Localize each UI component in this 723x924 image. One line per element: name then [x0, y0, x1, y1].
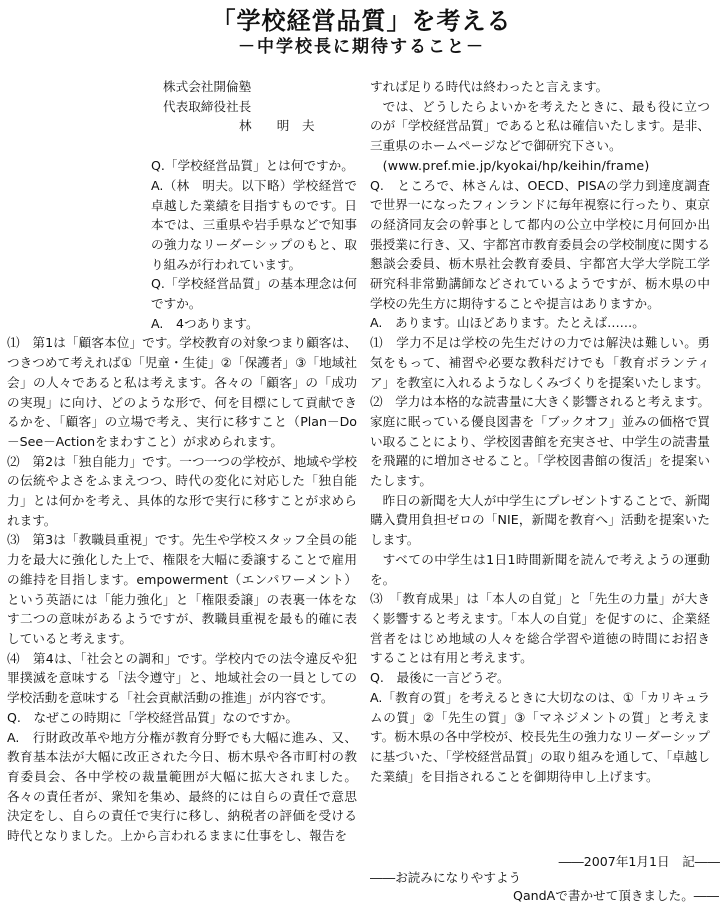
right-para-5: A. あります。山ほどあります。たとえば……。: [370, 315, 645, 331]
right-para-10: ⑶ 「教育成果」は「本人の自覚」と「先生の力量」が大きく影響すると考えます。「本人の自覚」を促すのに、企業経営者をはじめ地域の人々を総合学習や道徳の時間にお招きすることは有用と考えます。: [370, 591, 710, 666]
left-column: [7, 77, 357, 846]
left-para-3: Q.「学校経営品質」の基本理念は何ですか。: [151, 276, 357, 312]
author-name: 林 明 夫: [239, 118, 315, 134]
left-para-2: A.（林 明夫。以下略）学校経営で卓越した業績を目指すものです。日本では、三重県や岩手県などで知事の強力なリーダーシップのもと、取り組みが行われています。: [151, 177, 357, 272]
left-para-1: Q.「学校経営品質」とは何ですか。: [151, 158, 354, 174]
left-para-8: ⑷ 第4は、「社会との調和」です。学校内での法令違反や犯罪撲滅を意味する「法令遵守」と、地域社会の一員としての学校活動を意味する「社会貢献活動の推進」が内容です。: [7, 650, 357, 706]
right-para-1: すれば足りる時代は終わったと言えます。: [370, 79, 609, 94]
website-url: (www.pref.mie.jp/kyokai/hp/keihin/frame): [382, 157, 650, 173]
article-subtitle: －中学校長に期待すること－: [238, 37, 485, 57]
right-column: [370, 77, 710, 786]
layout-gap: [7, 156, 151, 333]
right-para-9: すべての中学生は1日1時間新聞を読んで考えようの運動を。: [370, 551, 710, 587]
closing-line-1: ――お読みになりやすよう: [370, 870, 522, 885]
right-para-12: A.「教育の質」を考えるときに大切なのは、①「カリキュラムの質」②「先生の質」③「マネジメントの質」と考えます。栃木県の各中学校が、校長先生の強力なリーダーシップに基づいた、「学校経営品質」の取り組みを通して、「卓越した業績」を目指されることを御期待申し上げます。: [370, 689, 710, 784]
right-para-4: Q. ところで、林さんは、OECD、PISAの学力到達度調査で世界一になったフィンランドに毎年視察に行ったり、東京の経済同友会の幹事として都内の公立中学校に月何回か出張授業に行き、又、宇都宮市教育委員会の学校制度に関する懇談会委員、栃木県社会教育委員、宇都宮大学大学院工学研究科非常勤講師などされているようですが、栃木県の中学校の先生方に期待することや提言はありますか。: [370, 177, 710, 311]
left-para-10: A. 行財政改革や地方分権が教育分野でも大幅に進み、又、教育基本法が大幅に改正された今日、栃木県や各市町村の教育委員会、各中学校の裁量範囲が大幅に拡大されました。各々の責任者が、衆知を集め、最終的には自らの責任で意思決定をし、自らの責任で実行に移し、納税者の評価を受ける時代となりました。上から言われるままに仕事をし、報告を: [7, 729, 357, 844]
left-para-7: ⑶ 第3は「教職員重視」です。先生や学校スタッフ全員の能力を最大に強化した上で、権限を大幅に委譲することで雇用の維持を目指します。empowerment（エンパワーメント）という英語には「能力強化」と「権限委譲」の表裏一体をなす二つの意味があるようですが、教職員重視を最も的確に表していると考えます。: [7, 532, 358, 646]
right-para-7: ⑵ 学力は本格的な読書量に大きく影響されると考えます。家庭に眠っている優良図書を「ブックオフ」並みの価格で買い取ることにより、学校図書館を充実させ、中学生の読書量を飛躍的に増加させること。「学校図書館の復活」を提案いたします。: [370, 394, 710, 489]
author-company: 株式会社開倫塾: [163, 79, 252, 94]
left-para-6: ⑵ 第2は「独自能力」です。一つ一つの学校が、地域や学校の伝統やよさをふまえつつ、時代の変化に対応した「独自能力」とは何かを考え、具体的な形で実行に移すことが求められます。: [7, 453, 357, 528]
author-position: 代表取締役社長: [163, 98, 252, 114]
date-line: ――2007年1月1日 記――: [558, 854, 720, 869]
right-para-8: 昨日の新聞を大人が中学生にプレゼントすることで、新聞購入費用負担ゼロの「NIE，新聞を教育へ」活動を提案いたします。: [370, 492, 710, 548]
left-para-5: ⑴ 第1は「顧客本位」です。学校教育の対象つまり顧客は、つきつめて考えれば①「児童・生徒」②「保護者」③「地域社会」の人々であると私は考えます。各々の「顧客」の「成功の実現」に向け、どのような形で、何を目標にして貢献できるかを、「顧客」の立場で考え、実行に移すこと（Plan－Do－See－Actionをまわすこと）が求められます。: [7, 335, 357, 449]
closing-line-2: QandAで書かせて頂きました。――: [513, 888, 719, 903]
article-title: 「学校経営品質」を考える: [211, 7, 512, 35]
left-para-9: Q. なぜこの時期に「学校経営品質」なのですか。: [7, 709, 298, 725]
right-para-2: では、どうしたらよいかを考えたときに、最も役に立つのが「学校経営品質」であると私は確信いたします。是非、三重県のホームページなどで御研究下さい。: [370, 98, 710, 154]
left-para-4: A. 4つあります。: [151, 315, 259, 331]
right-para-6: ⑴ 学力不足は学校の先生だけの力では解決は難しい。勇気をもって、補習や必要な教科だけでも「教育ボランティア」を教室に入れるようなしくみづくりを提案いたします。: [370, 335, 711, 390]
right-para-11: Q. 最後に一言どうぞ。: [370, 670, 510, 686]
